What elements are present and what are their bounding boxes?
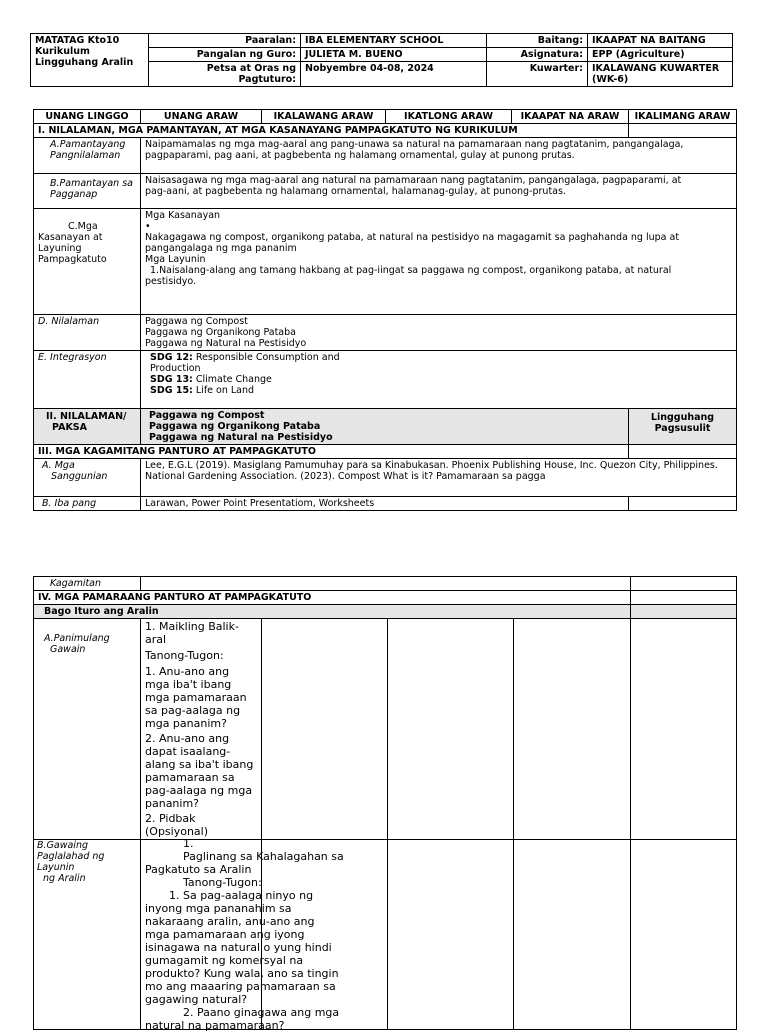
empty-cell (388, 840, 514, 1030)
text-line: pag-aani, at pagbebenta ng halamang ornamental, halamanag-gulay, at punong-prutas. (145, 186, 566, 197)
label-line: Paglalahad ng (37, 851, 105, 862)
paglalahad-label (34, 840, 141, 1030)
label-line: C.Mga (68, 221, 98, 232)
label-line: Pangnilalaman (50, 150, 121, 161)
text-line: Naisasagawa ng mga mag-aaral ang natural na pamamaraan nang pagtatanim, pangangalaga, pagpaparami, at (145, 175, 682, 186)
text-line: gagawing natural? (145, 993, 248, 1006)
empty-cell (262, 619, 388, 840)
baitang-label: Baitang: (487, 34, 588, 48)
kuwarter-value (588, 62, 733, 87)
empty-cell (631, 840, 737, 1030)
petsa-label-line: Petsa at Oras ng (206, 63, 296, 74)
text-line: sa pag-aalaga ng (145, 704, 241, 717)
kasanayan-heading: Mga Kasanayan (145, 210, 221, 221)
text-line: Pagkatuto sa Aralin (145, 863, 252, 876)
column-header: IKALAWANG ARAW (262, 110, 386, 124)
label-line: PAKSA (52, 422, 87, 433)
text-line: mga pamamaraan ang iyong (145, 928, 305, 941)
asignatura-value: EPP (Agriculture) (588, 48, 733, 62)
column-header: IKAAPAT NA ARAW (512, 110, 629, 124)
paaralan-value: IBA ELEMENTARY SCHOOL (301, 34, 487, 48)
text-line: 2. Pidbak (145, 812, 196, 825)
text-line: mga pananim? (145, 717, 227, 730)
sdg-label: SDG 15: (150, 385, 193, 396)
empty-cell (631, 619, 737, 840)
header-title-line: MATATAG Kto10 (35, 35, 120, 46)
sdg-label: SDG 12: (150, 352, 193, 363)
bago-ituro-heading: Bago Ituro ang Aralin (34, 605, 631, 619)
text-line: (Opsiyonal) (145, 825, 209, 838)
baitang-value: IKAAPAT NA BAITANG (588, 34, 733, 48)
label-line: A.Pamantayang (50, 139, 126, 150)
text-line: produkto? Kung wala, ano sa tingin (145, 967, 339, 980)
label-line: Kasanayan at (38, 232, 103, 243)
text-line: natural na pamamaraan? (145, 1019, 285, 1032)
text-line: Naipamamalas ng mga mag-aaral ang pang-unawa sa natural na pamamaraan nang pagtatanim, pangangalaga, (145, 139, 684, 150)
bullet: • (145, 221, 151, 232)
text-line: isinagawa na natural o yung hindi (145, 941, 332, 954)
text-line: 1. Sa pag-aalaga ninyo ng (169, 889, 314, 902)
text-line: 1. (183, 837, 194, 850)
nilalaman-item: Paggawa ng Compost (145, 316, 248, 327)
kagamitan-label: Kagamitan (34, 577, 141, 591)
paksa-item: Paggawa ng Compost (149, 410, 265, 421)
text-line: Paglinang sa Kahalagahan sa (183, 850, 344, 863)
empty-cell (631, 605, 737, 619)
sanggunian-label (34, 459, 141, 497)
pamantayang-text (141, 138, 737, 174)
empty-cell (629, 445, 737, 459)
header-title-line: Lingguhang Aralin (35, 57, 134, 68)
nilalaman-label: D. Nilalaman (34, 315, 141, 351)
petsa-label (149, 62, 301, 87)
column-header: UNANG LINGGO (34, 110, 141, 124)
text-line: mo ang maaaring pamamaraan sa (145, 980, 336, 993)
label-line: Pagganap (50, 189, 98, 200)
nilalaman-item: Paggawa ng Organikong Pataba (145, 327, 296, 338)
paksa-label (34, 409, 141, 445)
text-line: pamamaraan sa (145, 771, 235, 784)
label-line: Pagsusulit (654, 423, 711, 434)
sanggunian-item: Lee, E.G.L (2019). Masiglang Pamumuhay para sa Kinabukasan. Phoenix Publishing House, Inc. Quezon City, Philippines. (145, 460, 718, 471)
empty-cell (631, 591, 737, 605)
panimulang-gawain-text (141, 619, 262, 840)
paksa-text (141, 409, 629, 445)
paaralan-label: Paaralan: (149, 34, 301, 48)
text-line: pag-aalaga ng mga (145, 784, 253, 797)
sdg-label: SDG 13: (150, 374, 193, 385)
petsa-label-line: Pagtuturo: (238, 74, 296, 85)
label-line: B.Gawaing (37, 840, 89, 851)
text-line: 2. Paano ginagawa ang mga (183, 1006, 340, 1019)
label-line: Lingguhang (650, 412, 715, 423)
text-line: alang sa iba't ibang (145, 758, 254, 771)
text-line: 1. Anu-ano ang (145, 665, 230, 678)
empty-cell (141, 577, 631, 591)
guro-label: Pangalan ng Guro: (149, 48, 301, 62)
text-line: inyong mga pananahim sa (145, 902, 292, 915)
label-line: Layuning (38, 243, 82, 254)
guro-value: JULIETA M. BUENO (301, 48, 487, 62)
label-line: B.Pamantayan sa (50, 178, 133, 189)
empty-cell (629, 497, 737, 511)
column-header: IKALIMANG ARAW (629, 110, 737, 124)
kuwarter-label: Kuwarter: (487, 62, 588, 87)
text-line: mga pamamaraan (145, 691, 247, 704)
iba-pang-text: Larawan, Power Point Presentatiom, Worksheets (141, 497, 629, 511)
sdg-text: Life on Land (195, 385, 255, 396)
lesson-plan-table-continued (33, 576, 737, 1030)
header-title-line: Kurikulum (35, 46, 90, 57)
sdg-text: Production (150, 363, 201, 374)
label-line: A. Mga (42, 460, 75, 471)
sanggunian-text (141, 459, 737, 497)
asignatura-label: Asignatura: (487, 48, 588, 62)
nilalaman-item: Paggawa ng Natural na Pestisidyo (145, 338, 307, 349)
header-table (30, 33, 733, 87)
section-heading-1: I. NILALAMAN, MGA PAMANTAYAN, AT MGA KASANAYANG PAMPAGKATUTO NG KURIKULUM (34, 124, 629, 138)
text-line: pestisidyo. (145, 276, 197, 287)
text-line: Tanong-Tugon: (183, 876, 262, 889)
sdg-text: Climate Change (195, 374, 272, 385)
integrasyon-label: E. Integrasyon (34, 351, 141, 409)
text-line: 1. Maikling Balik- (145, 620, 239, 633)
text-line: pangangalaga ng mga pananim (145, 243, 297, 254)
text-line: gumagamit ng komersyal na (145, 954, 304, 967)
empty-cell (631, 577, 737, 591)
nilalaman-text (141, 315, 737, 351)
sdg-text: Responsible Consumption and (195, 352, 340, 363)
layunin-heading: Mga Layunin (145, 254, 206, 265)
label-line: Sanggunian (51, 471, 108, 482)
kasanayan-label (34, 209, 141, 315)
empty-cell (629, 124, 737, 138)
text-line: aral (145, 633, 167, 646)
kasanayan-text (141, 209, 737, 315)
panimulang-gawain-label (34, 619, 141, 840)
paksa-item: Paggawa ng Organikong Pataba (149, 421, 321, 432)
label-line: ng Aralin (43, 873, 86, 884)
text-line: pagpaparami, pag aani, at pagbebenta ng halamang ornamental, gulay at punong prutas. (145, 150, 575, 161)
kuwarter-value-line: IKALAWANG KUWARTER (592, 63, 720, 74)
text-line: mga iba't ibang (145, 678, 232, 691)
text-line: Tanong-Tugon: (145, 649, 224, 662)
kuwarter-value-line: (WK-6) (592, 74, 629, 85)
empty-cell (514, 840, 631, 1030)
label-line: Pampagkatuto (38, 254, 107, 265)
petsa-value: Nobyembre 04-08, 2024 (301, 62, 487, 87)
pagganap-text (141, 174, 737, 209)
column-header: IKATLONG ARAW (386, 110, 512, 124)
header-title (31, 34, 149, 87)
lesson-plan-table (33, 109, 737, 511)
paksa-item: Paggawa ng Natural na Pestisidyo (149, 432, 333, 443)
text-line: nakaraang aralin, anu-ano ang (145, 915, 315, 928)
pamantayang-label (34, 138, 141, 174)
lingguhang-pagsusulit (629, 409, 737, 445)
section-heading-4: IV. MGA PAMARAANG PANTURO AT PAMPAGKATUTO (34, 591, 631, 605)
label-line: Gawain (50, 644, 86, 655)
sanggunian-item: National Gardening Association. (2023). Compost What is it? Pamamaraan sa pagga (145, 471, 546, 482)
section-heading-3: III. MGA KAGAMITANG PANTURO AT PAMPAGKATUTO (34, 445, 629, 459)
label-line: Layunin (37, 862, 75, 873)
text-line: Nakagagawa ng compost, organikong pataba, at natural na pestisidyo na magagamit sa paghahanda ng lupa at (145, 232, 680, 243)
integrasyon-text (141, 351, 737, 409)
paglalahad-text (145, 837, 385, 1032)
text-line: dapat isaalang- (145, 745, 231, 758)
text-line: pananim? (145, 797, 200, 810)
label-line: II. NILALAMAN/ (46, 411, 127, 422)
label-line: A.Panimulang (44, 633, 110, 644)
iba-pang-label: B. Iba pang (34, 497, 141, 511)
empty-cell (514, 619, 631, 840)
column-header: UNANG ARAW (141, 110, 262, 124)
pagganap-label (34, 174, 141, 209)
text-line: 2. Anu-ano ang (145, 732, 230, 745)
text-line: 1.Naisalang-alang ang tamang hakbang at pag-iingat sa paggawa ng compost, organikong pataba, at natural (150, 265, 672, 276)
empty-cell (388, 619, 514, 840)
